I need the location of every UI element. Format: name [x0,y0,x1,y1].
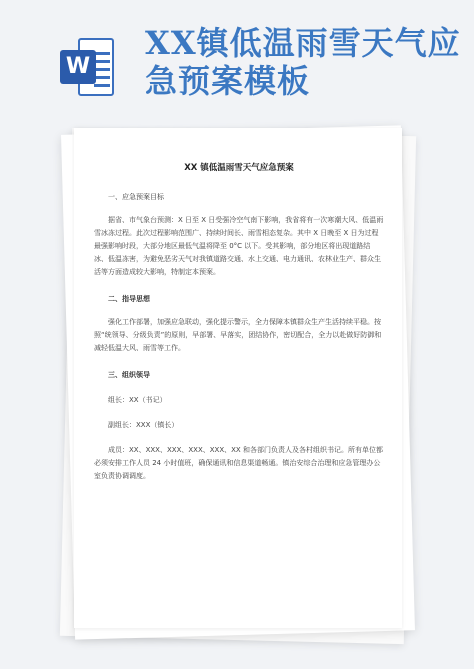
word-icon [60,38,116,98]
word-icon-badge: W [60,50,96,84]
members-body: 成员：XX、XXX、XXX、XXX、XXX、XX 和各部门负责人及各村组织书记。所有单位都必须安排工作人员 24 小时值班，确保通讯和信息渠道畅通。镇治安综合治理和应急管理办公室负责协调调度。 [94,446,383,480]
deputy-leader-line: 副组长：XXX（镇长） [108,421,179,429]
section2-body: 强化工作部署，加强应急联动，强化提示警示，全力保障本镇群众生产生活持续平稳。按照“统领导、分级负责”的原则，早部署、早落实，团结协作，密切配合，全力以赴做好防御和减轻低温大风、雨雪等工作。 [94,318,382,352]
banner [0,0,474,112]
section3-heading: 三、组织领导 [108,371,150,379]
section1-heading: 一、应急预案目标 [108,193,164,201]
section2-heading: 二、指导思想 [108,295,150,303]
banner-title: XX镇低温雨雪天气应急预案模板 [145,24,461,100]
document-content [94,162,384,483]
document-page [74,128,402,628]
section1-body: 据省、市气象台预测：X 日至 X 日受强冷空气南下影响，我省将有一次寒潮大风、低温雨雪冰冻过程。此次过程影响范围广、持续时间长、雨雪相态复杂。其中 X 日晚至 X 日为过程最强影响时段，大部分地区最低气温将降至 0°C 以下。受其影响，部分地区将出现道路结冰、低温冻害，为避免恶劣天气对我镇道路交通、水上交通、电力通讯、农林业生产、群众生活等方面造成较大影响，特制定本预案。 [94,216,384,276]
leader-line: 组长：XX（书记） [108,396,167,404]
document-title: XX 镇低温雨雪天气应急预案 [184,163,294,173]
